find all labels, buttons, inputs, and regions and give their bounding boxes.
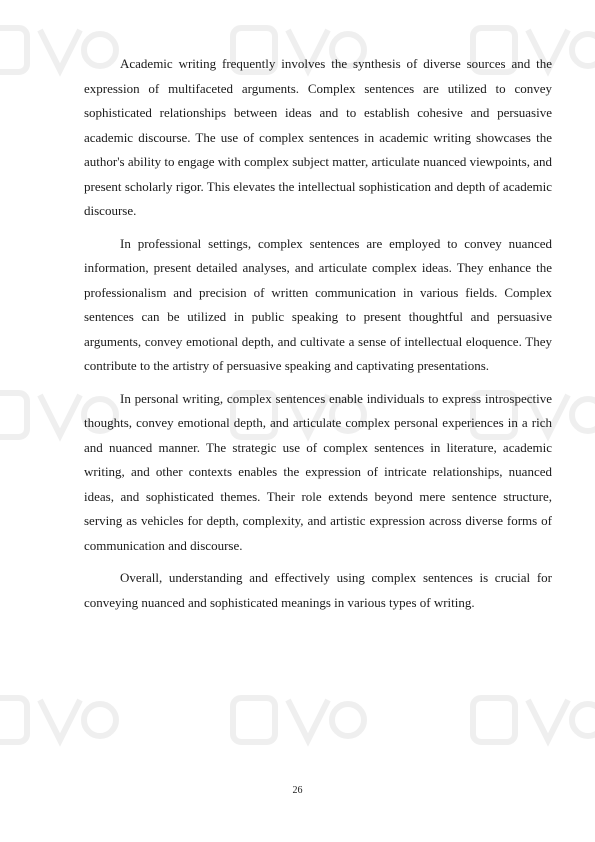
paragraph-personal-writing: In personal writing, complex sentences enable individuals to express introspective thoughts, convey emotional depth, and articulate complex personal experiences in a rich and nuanced manner. The strategic use of complex sentences in literature, academic writing, and other contexts enables the expression of intricate relationships, nuanced ideas, and sophisticated themes. Their role extends beyond mere sentence structure, serving as vehicles for depth, complexity, and artistic expression across diverse forms of communication and discourse.	[84, 390, 552, 553]
body-text	[84, 52, 552, 623]
paragraph-conclusion: Overall, understanding and effectively using complex sentences is crucial for conveying nuanced and sophisticated meanings in various types of writing.	[84, 570, 552, 610]
paragraph-professional-settings: In professional settings, complex sentences are employed to convey nuanced information, present detailed analyses, and articulate complex ideas. They enhance the professionalism and precision of written communication in various fields. Complex sentences can be utilized in public speaking to present thoughtful and persuasive arguments, convey emotional depth, and cultivate a sense of intellectual eloquence. They contribute to the artistry of persuasive speaking and captivating presentations.	[84, 235, 552, 373]
watermark-logo-icon	[0, 690, 120, 750]
paragraph-academic-writing: Academic writing frequently involves the synthesis of diverse sources and the expression of multifaceted arguments. Complex sentences are utilized to convey sophisticated relationships between ideas and to establish cohesive and persuasive academic discourse. The use of complex sentences in academic writing showcases the author's ability to engage with complex subject matter, articulate nuanced viewpoints, and present scholarly rigor. This elevates the intellectual sophistication and depth of academic discourse.	[84, 56, 552, 218]
watermark-logo-icon	[468, 690, 595, 750]
page-number: 26	[292, 785, 303, 796]
watermark-logo-icon	[228, 690, 368, 750]
